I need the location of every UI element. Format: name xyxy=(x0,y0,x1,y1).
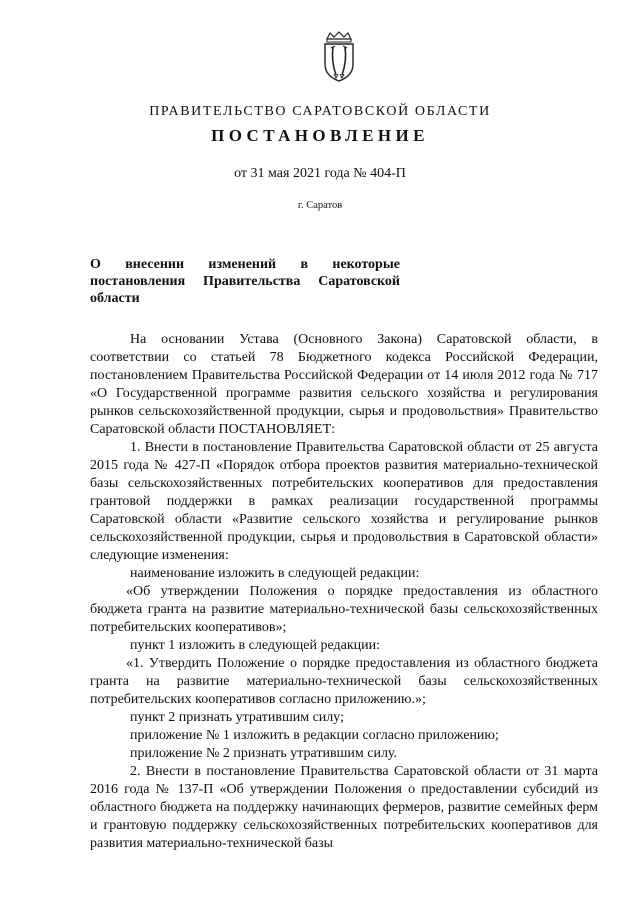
document-date-number: от 31 мая 2021 года № 404-П xyxy=(234,166,406,181)
paragraph-name-change: наименование изложить в следующей редакции: xyxy=(130,566,420,581)
paragraph-point-2-void: пункт 2 признать утратившим силу; xyxy=(130,710,344,725)
paragraph-appendix-2: приложение № 2 признать утратившим силу. xyxy=(130,746,398,761)
document-city: г. Саратов xyxy=(297,200,343,211)
paragraph-point-1-change: пункт 1 изложить в следующей редакции: xyxy=(130,638,380,653)
document-body xyxy=(90,331,598,853)
saratov-coat-of-arms-icon xyxy=(319,31,359,83)
paragraph-preamble: На основании Устава (Основного Закона) Саратовской области, в соответствии со статьей 78 Бюджетного кодекса Российской Федерации, постановлением Правительства Российской Федерации от 14 июля 2012 года № 717 «О Государственной программе развития сельского хозяйства и регулирования рынков сельскохозяйственной продукции, сырья и продовольствия» Правительство Саратовской области ПОСТАНОВЛЯЕТ: xyxy=(90,332,598,437)
paragraph-new-name: «Об утверждении Положения о порядке предоставления из областного бюджета гранта на развитие материально-технической базы сельскохозяйственных потребительских кооперативов»; xyxy=(90,584,598,635)
government-name: ПРАВИТЕЛЬСТВО САРАТОВСКОЙ ОБЛАСТИ xyxy=(149,104,491,119)
paragraph-point-1-text: «1. Утвердить Положение о порядке предоставления из областного бюджета гранта на развитие материально-технической базы сельскохозяйственных потребительских кооперативов согласно приложению.»; xyxy=(90,656,598,707)
paragraph-appendix-1: приложение № 1 изложить в редакции согласно приложению; xyxy=(130,728,499,743)
paragraph-item-2: 2. Внести в постановление Правительства Саратовской области от 31 марта 2016 года № 137-П «Об утверждении Положения о предоставлении субсидий из областного бюджета на поддержку начинающих фермеров, развитие семейных ферм и грантовую поддержку сельскохозяйственных потребительских кооперативов для развития материально-технической базы xyxy=(90,764,598,851)
paragraph-item-1: 1. Внести в постановление Правительства Саратовской области от 25 августа 2015 года № 427-П «Порядок отбора проектов развития материально-технической базы сельскохозяйственных потребительских кооперативов для предоставления грантовой поддержки в рамках реализации государственной программы Саратовской области «Развитие сельского хозяйства и регулирование рынков сельскохозяйственной продукции, сырья и продовольствия в Саратовской области» следующие изменения: xyxy=(90,440,598,563)
document-type: ПОСТАНОВЛЕНИЕ xyxy=(211,126,429,145)
document-subject xyxy=(90,256,400,307)
subject-line-rest: постановления Правительства Саратовской области xyxy=(90,274,400,306)
subject-line-1: О внесении изменений в некоторые xyxy=(90,257,400,272)
